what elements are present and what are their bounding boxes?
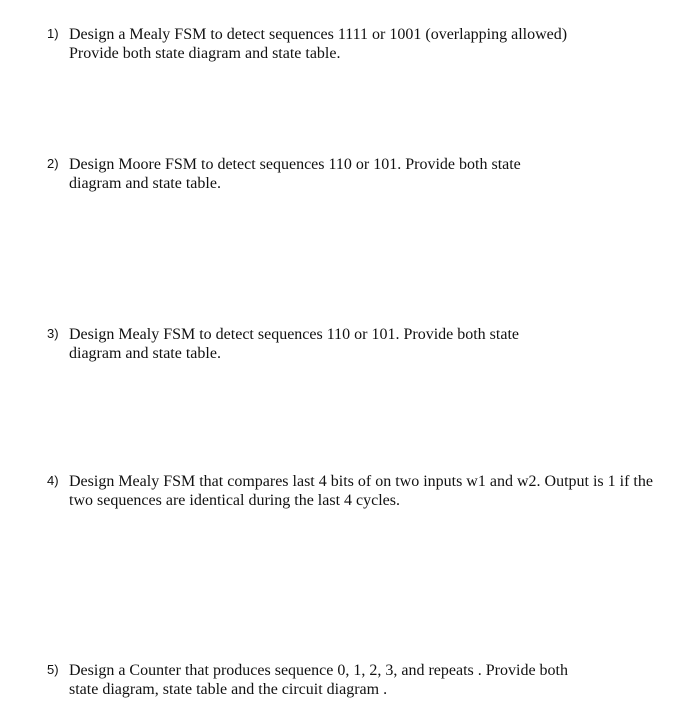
- question-text: [69, 25, 669, 63]
- question-number: 4): [47, 473, 59, 488]
- question-line: diagram and state table.: [69, 175, 221, 192]
- question-line: Design Mealy FSM to detect sequences 110 or 101. Provide both state: [69, 326, 519, 343]
- question-text: [69, 472, 669, 510]
- question-line: Design a Counter that produces sequence 0, 1, 2, 3, and repeats . Provide both: [69, 662, 568, 679]
- question-line: Design Mealy FSM that compares last 4 bits of on two inputs w1 and w2. Output is 1 if the: [69, 473, 653, 490]
- question-number: 3): [47, 326, 59, 341]
- question-line: state diagram, state table and the circuit diagram .: [69, 681, 388, 698]
- question-line: two sequences are identical during the last 4 cycles.: [69, 492, 400, 509]
- question-line: Design Moore FSM to detect sequences 110 or 101. Provide both state: [69, 156, 521, 173]
- question-number: 5): [47, 662, 59, 677]
- question-text: [69, 325, 669, 363]
- question-text: [69, 661, 669, 699]
- question-text: [69, 155, 669, 193]
- question-line: Provide both state diagram and state table.: [69, 45, 341, 62]
- question-line: Design a Mealy FSM to detect sequences 1111 or 1001 (overlapping allowed): [69, 26, 568, 43]
- question-line: diagram and state table.: [69, 345, 221, 362]
- question-number: 1): [47, 26, 59, 41]
- question-number: 2): [47, 156, 59, 171]
